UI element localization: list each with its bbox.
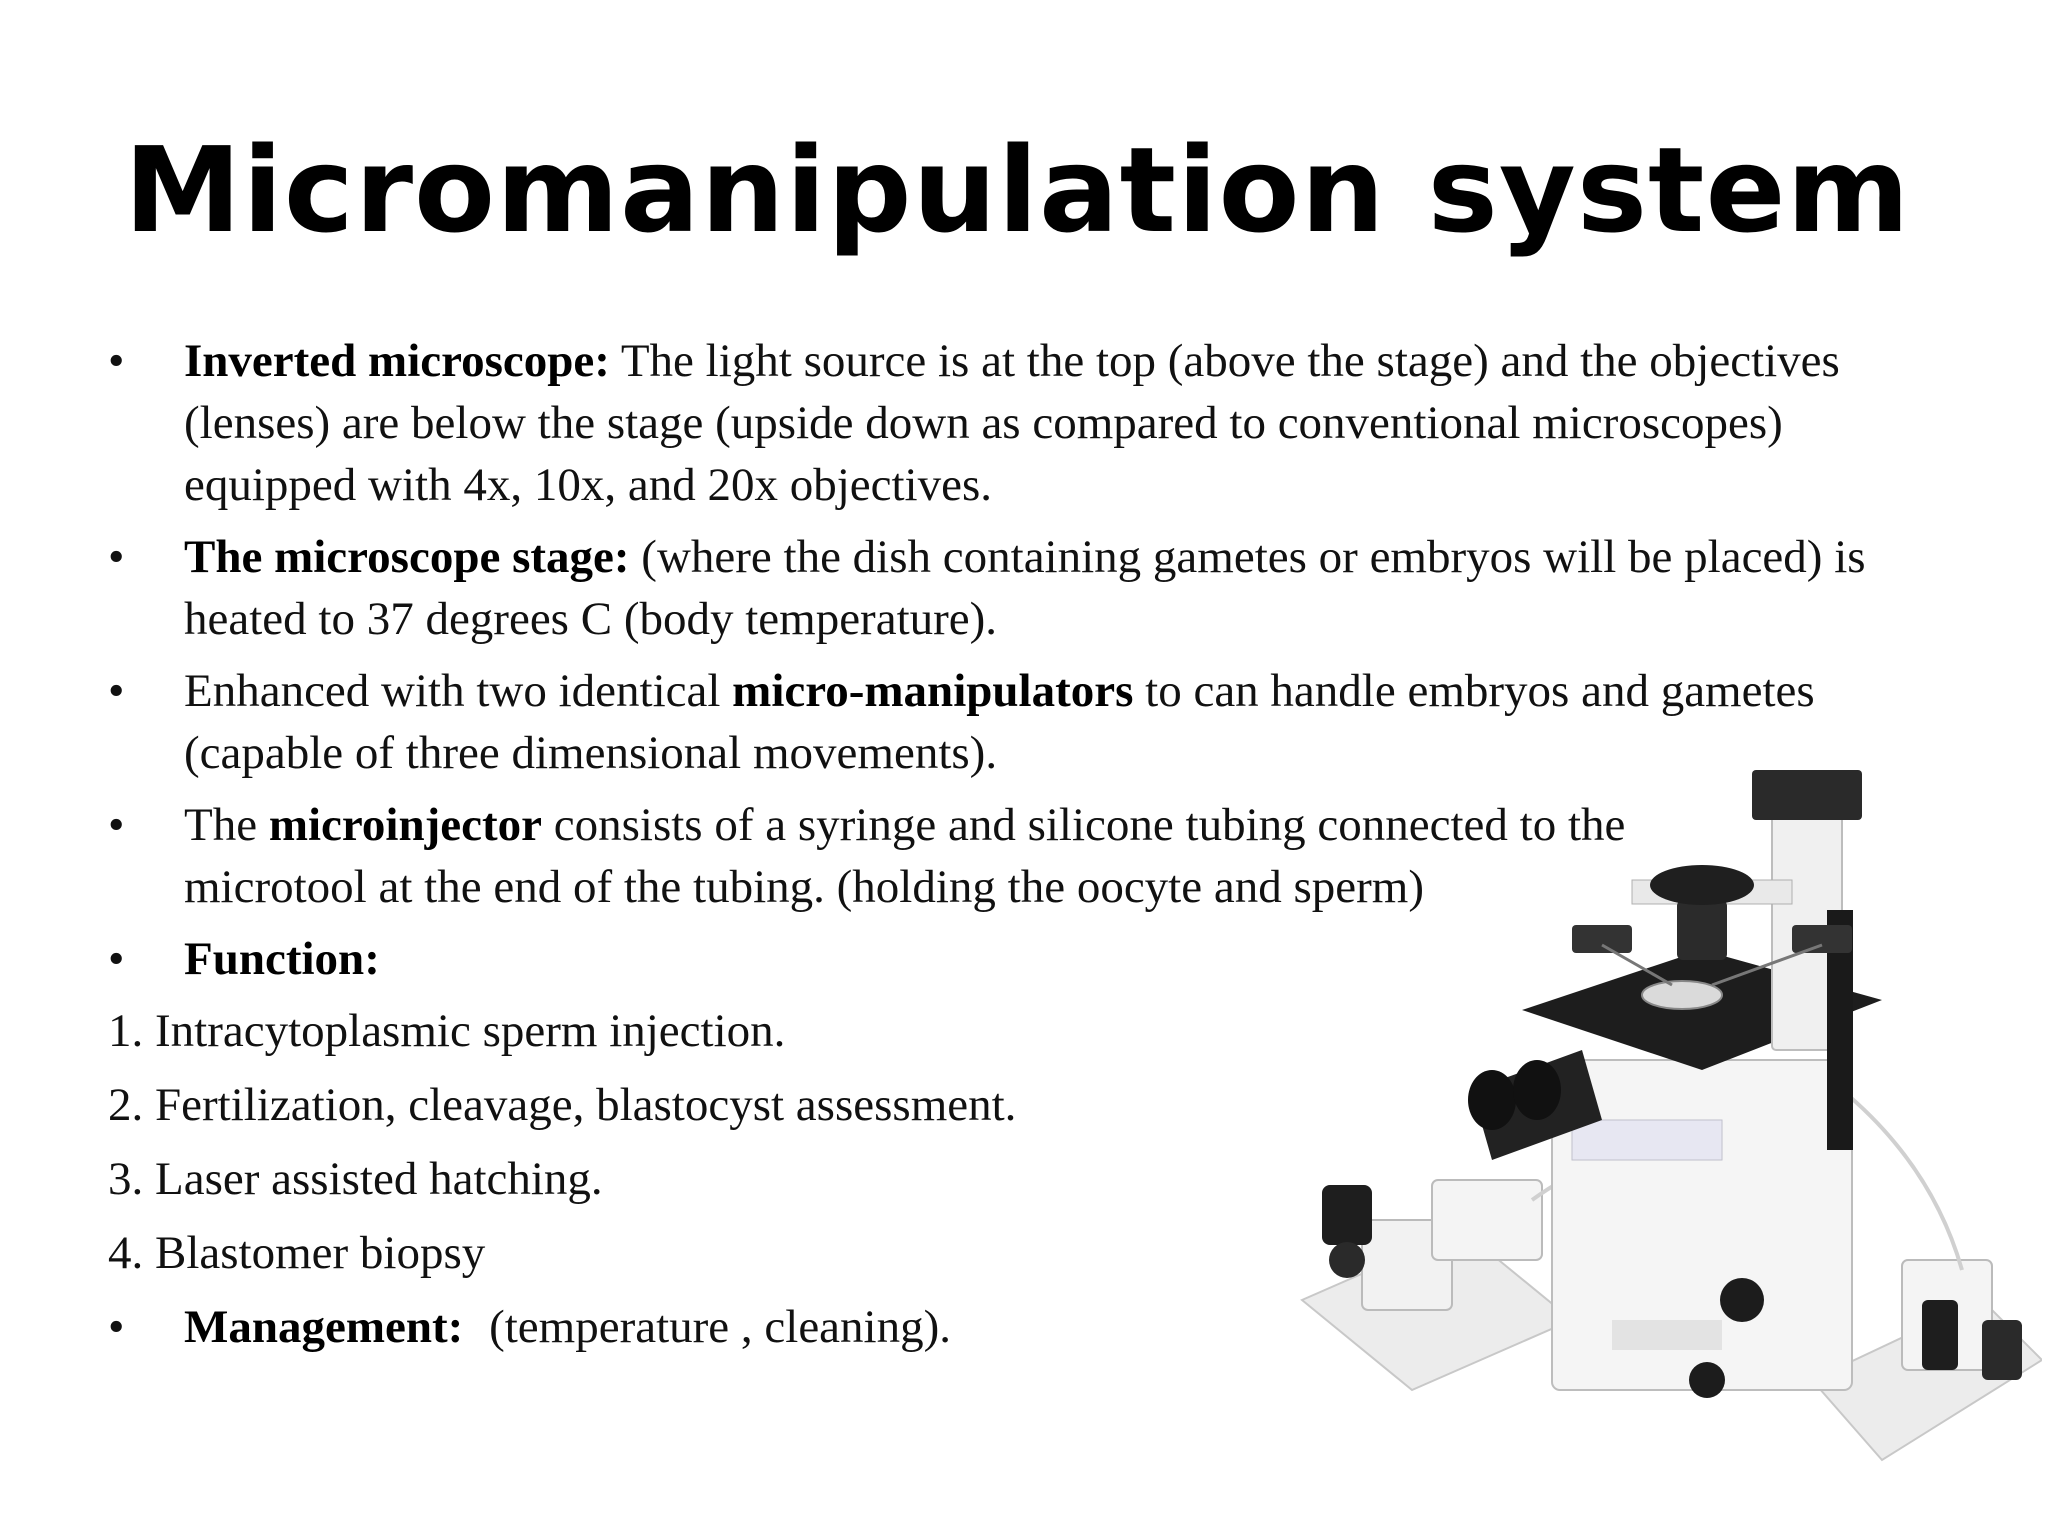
bullet-marker: •	[108, 531, 125, 583]
term-microscope-stage: The microscope stage:	[184, 531, 630, 583]
bullet-inverted-microscope	[108, 330, 1928, 516]
pre-micro-manipulators: Enhanced with two identical	[184, 665, 721, 717]
function-item-3: 3. Laser assisted hatching.	[108, 1153, 603, 1205]
bullet-marker: •	[108, 1301, 125, 1353]
term-microinjector: microinjector	[268, 799, 542, 851]
microscope-image	[1282, 760, 2042, 1480]
pre-microinjector: The	[184, 799, 258, 851]
desc-inverted-microscope: The light source is at the top (above the stage) and the objectives (lenses) are below the stage (upside down as compared to conventional microscopes) equipped with 4x, 10x, and 20x objectives.	[184, 335, 1840, 511]
desc-microscope-stage: (where the dish containing gametes or embryos will be placed) is heated to 37 degrees C (body temperature).	[184, 531, 1866, 645]
bullet-microscope-stage	[108, 526, 1928, 650]
function-item-1: 1. Intracytoplasmic sperm injection.	[108, 1005, 786, 1057]
bullet-marker: •	[108, 799, 125, 851]
term-inverted-microscope: Inverted microscope:	[184, 335, 610, 387]
inverted-microscope-illustration	[1282, 760, 2042, 1480]
bullet-marker: •	[108, 665, 125, 717]
function-item-4: 4. Blastomer biopsy	[108, 1227, 486, 1279]
desc-micro-manipulators: to can handle embryos and gametes (capable of three dimensional movements).	[184, 665, 1815, 779]
bullet-marker: •	[108, 335, 125, 387]
function-item-2: 2. Fertilization, cleavage, blastocyst assessment.	[108, 1079, 1017, 1131]
desc-management: (temperature , cleaning).	[489, 1301, 951, 1353]
bullet-marker: •	[108, 933, 125, 985]
slide-title: Micromanipulation system	[124, 121, 1911, 259]
desc-microinjector: consists of a syringe and silicone tubing connected to the microtool at the end of the tubing. (holding the oocyte and sperm)	[184, 799, 1626, 913]
term-management: Management:	[184, 1301, 464, 1353]
term-micro-manipulators: micro-manipulators	[732, 665, 1134, 717]
term-function: Function:	[184, 933, 380, 985]
